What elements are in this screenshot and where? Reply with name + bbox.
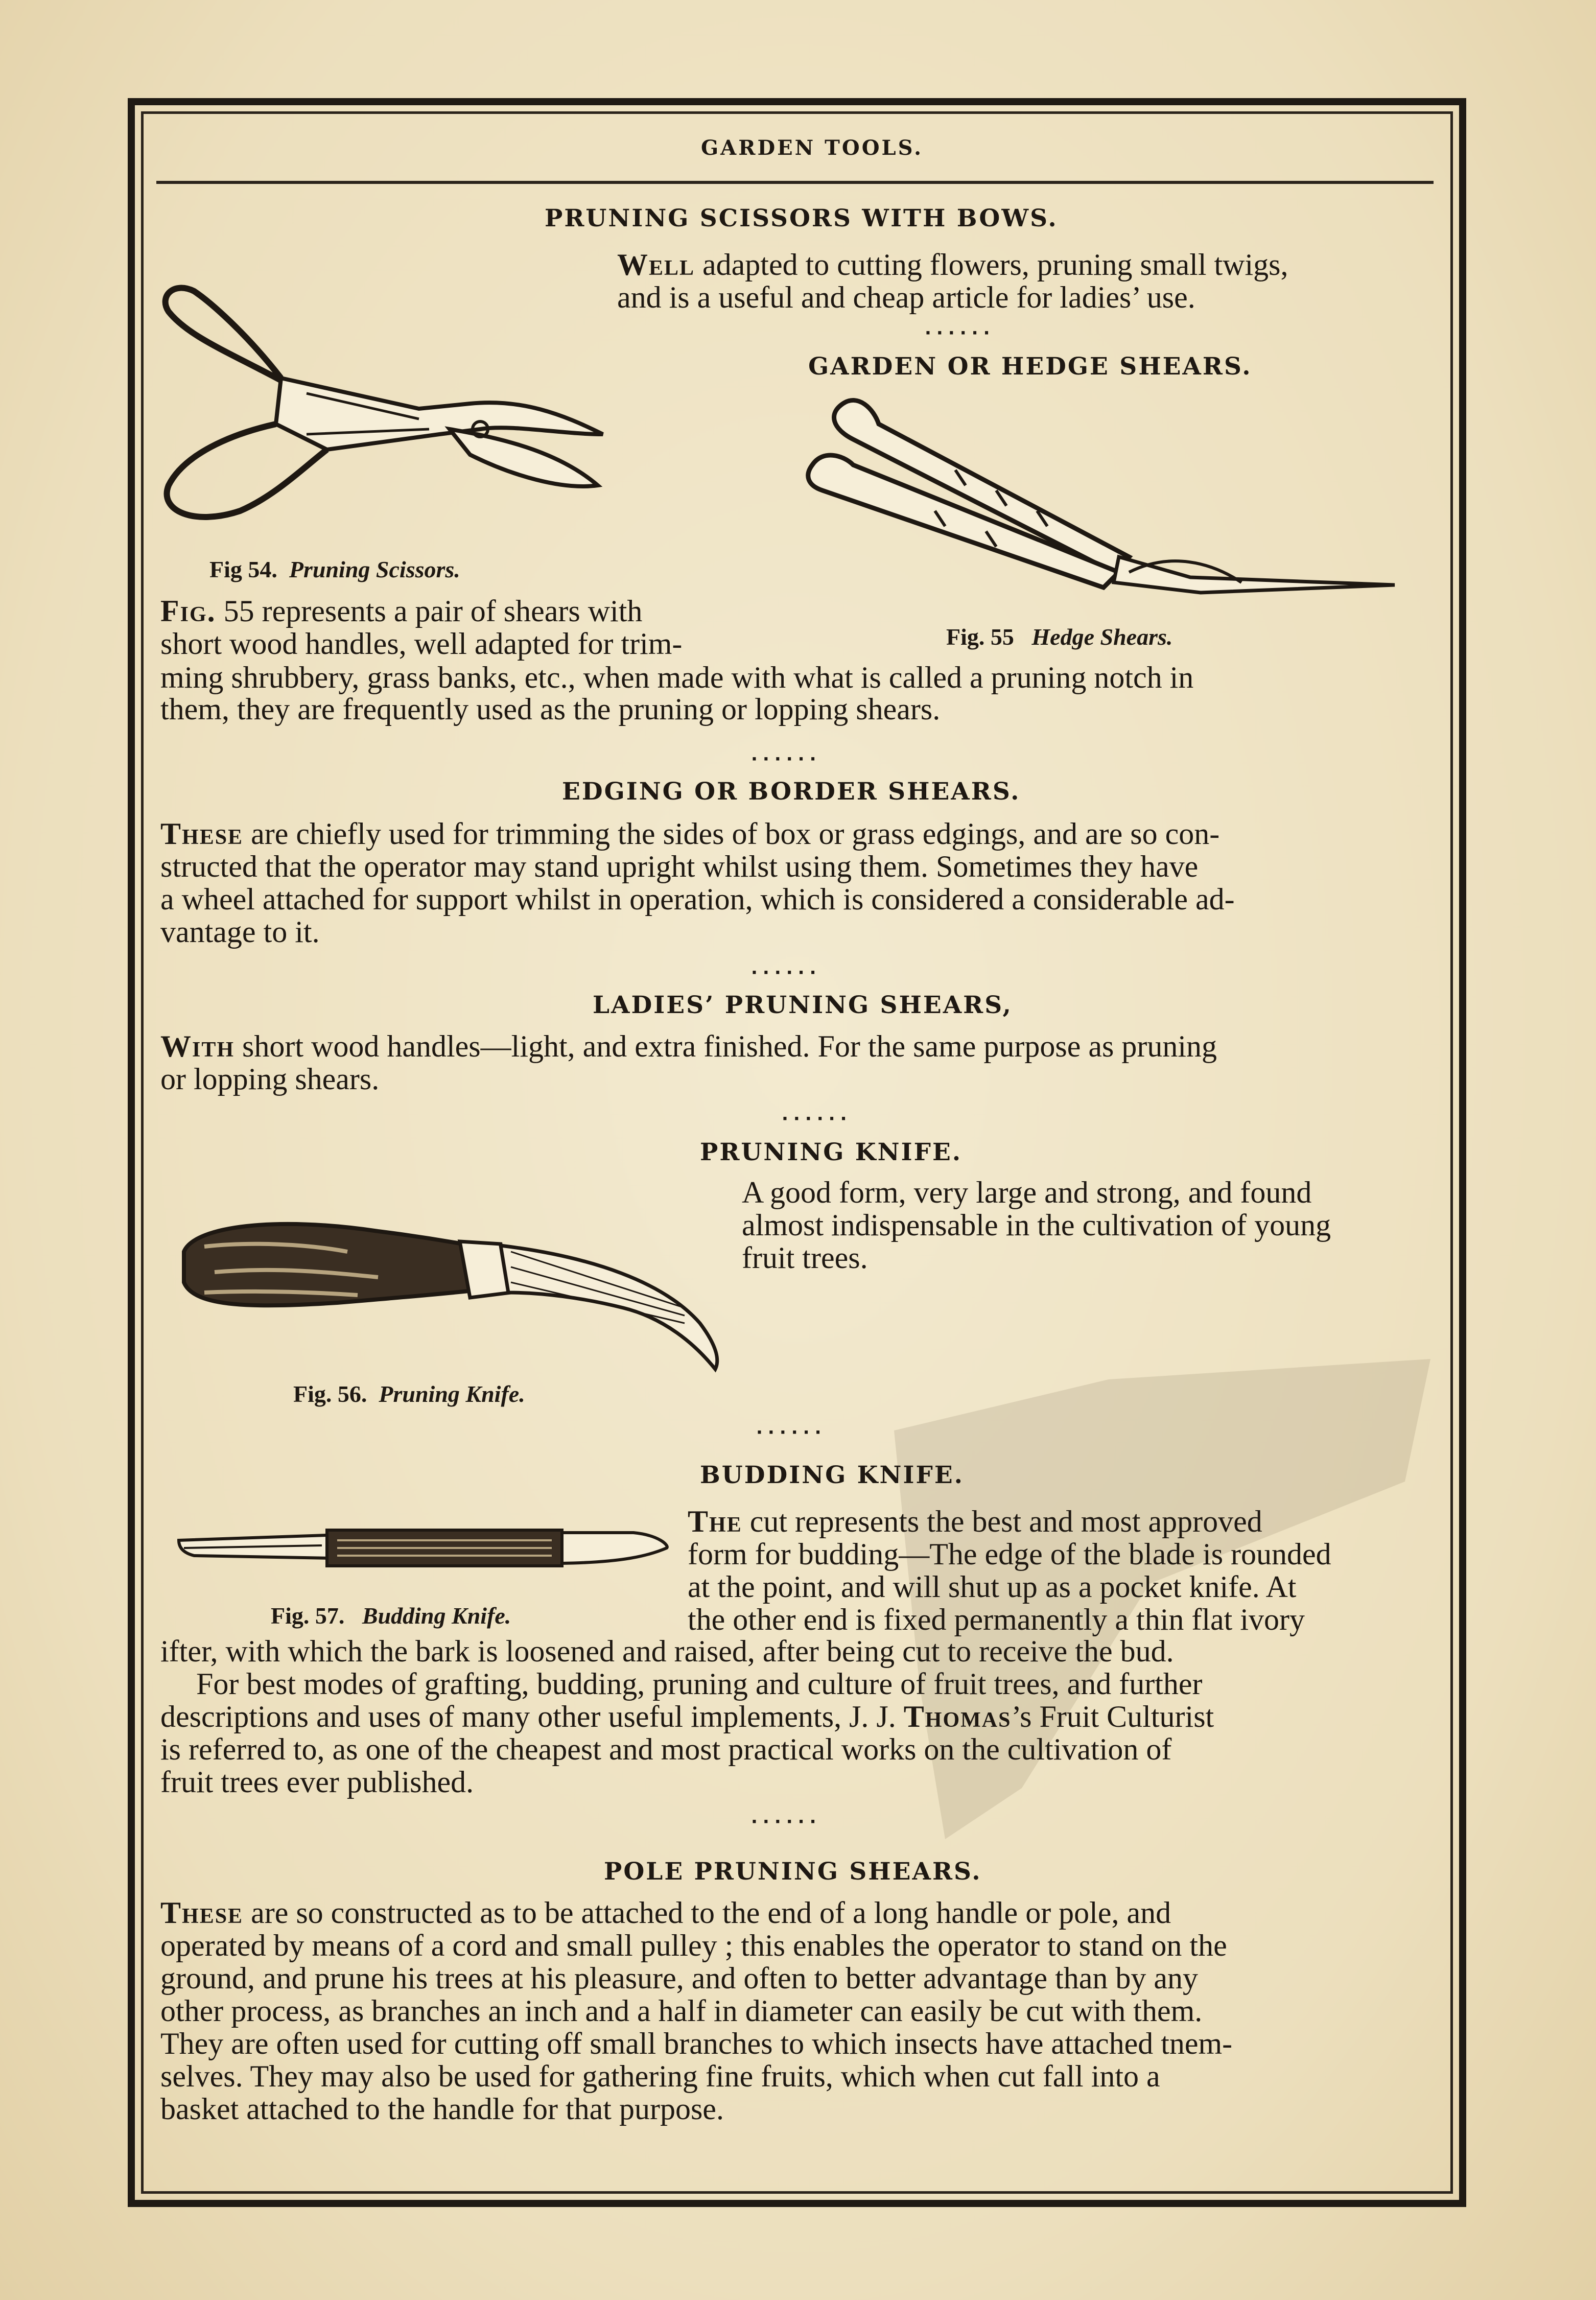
ladies-text-line-1 (160, 1030, 1217, 1063)
pole-text-line-7: basket attached to the handle for that purpose. (160, 2092, 724, 2126)
pruning-scissors-illustration (153, 271, 623, 547)
figure-number: Fig. 57. (271, 1603, 345, 1629)
figure-number: Fig. 55 (946, 624, 1014, 650)
section-separator: ······ (751, 749, 822, 769)
figure-caption-56 (293, 1380, 525, 1407)
header-rule (156, 181, 1434, 184)
pruning-knife-text-line-1: A good form, very large and strong, and found (742, 1176, 1312, 1209)
pruning-knife-text-line-2: almost indispensable in the cultivation of young (742, 1208, 1331, 1242)
author-name: Thomas (903, 1700, 1012, 1733)
budding-text-line-3: at the point, and will shut up as a pocket knife. At (688, 1570, 1297, 1604)
lead-word: These (160, 817, 244, 851)
figure-caption-54 (209, 556, 460, 583)
ladies-text-line-2: or lopping shears. (160, 1062, 380, 1096)
running-header: GARDEN TOOLS. (701, 136, 924, 160)
budding-text-line-5: ifter, with which the bark is loosened and raised, after being cut to receive the bud. (160, 1634, 1174, 1668)
pole-text-line-2: operated by means of a cord and small pulley ; this enables the operator to stand on the (160, 1929, 1227, 1962)
pruning-scissors-text-line-1 (617, 248, 1288, 281)
pole-text-line-6: selves. They may also be used for gathering fine fruits, which when cut fall into a (160, 2059, 1160, 2093)
fig55-text-line-1 (160, 595, 642, 627)
fig55-text-line-3: ming shrubbery, grass banks, etc., when made with what is called a pruning notch in (160, 661, 1194, 694)
edging-text-line-1 (160, 817, 1219, 850)
heading-edging-or-border-shears: EDGING OR BORDER SHEARS. (562, 778, 1021, 806)
figure-description: Pruning Scissors. (289, 556, 460, 582)
heading-pole-pruning-shears: POLE PRUNING SHEARS. (604, 1858, 982, 1886)
edging-text-line-3: a wheel attached for support whilst in operation, which is considered a considerable ad- (160, 882, 1235, 916)
section-separator: ······ (925, 323, 995, 343)
heading-pruning-scissors-with-bows: PRUNING SCISSORS WITH BOWS. (545, 204, 1058, 232)
pruning-scissors-text-line-2: and is a useful and cheap article for ladies’ use. (617, 280, 1195, 314)
section-separator: ······ (756, 1422, 827, 1443)
line-text: descriptions and uses of many other useful implements, J. J. (160, 1700, 896, 1733)
pole-text-line-1 (160, 1896, 1171, 1929)
reference-text-line-2 (160, 1700, 1214, 1733)
lead-word: Well (617, 248, 695, 281)
reference-text-line-1: For best modes of grafting, budding, pruning and culture of fruit trees, and further (196, 1667, 1203, 1701)
section-separator: ······ (782, 1109, 852, 1129)
line-text: 55 represents a pair of shears with (223, 594, 643, 628)
heading-ladies-pruning-shears: LADIES’ PRUNING SHEARS, (593, 991, 1013, 1019)
figure-number: Fig 54. (209, 556, 277, 582)
budding-text-line-1 (688, 1505, 1262, 1538)
heading-pruning-knife: PRUNING KNIFE. (700, 1138, 963, 1166)
pole-text-line-4: other process, as branches an inch and a half in diameter can easily be cut with them. (160, 1994, 1203, 2028)
section-separator: ······ (751, 963, 822, 983)
line-text: are so constructed as to be attached to the end of a long handle or pole, and (251, 1896, 1171, 1930)
lead-word: The (688, 1505, 742, 1538)
line-text: cut represents the best and most approved (749, 1505, 1262, 1538)
pole-text-line-5: They are often used for cutting off small branches to which insects have attached tnem- (160, 2027, 1233, 2060)
figure-description: Pruning Knife. (379, 1381, 525, 1407)
pruning-knife-text-line-3: fruit trees. (742, 1241, 868, 1275)
line-text: adapted to cutting flowers, pruning small twigs, (702, 248, 1288, 281)
fig55-text-line-2: short wood handles, well adapted for trim- (160, 627, 683, 661)
edging-text-line-4: vantage to it. (160, 915, 320, 949)
budding-text-line-4: the other end is fixed permanently a thin flat ivory (688, 1603, 1305, 1636)
line-text: ’s Fruit Culturist (1011, 1700, 1214, 1733)
heading-budding-knife: BUDDING KNIFE. (700, 1461, 965, 1489)
pruning-knife-illustration (174, 1206, 741, 1374)
pole-text-line-3: ground, and prune his trees at his pleasure, and often to better advantage than by any (160, 1961, 1199, 1995)
lead-word: These (160, 1896, 244, 1930)
figure-caption-55 (946, 623, 1172, 650)
hedge-shears-illustration (802, 388, 1415, 613)
lead-word: With (160, 1029, 235, 1063)
figure-description: Hedge Shears. (1031, 624, 1173, 650)
reference-text-line-4: fruit trees ever published. (160, 1765, 474, 1799)
heading-garden-or-hedge-shears: GARDEN OR HEDGE SHEARS. (808, 353, 1252, 381)
reference-text-line-3: is referred to, as one of the cheapest and most practical works on the cultivation of (160, 1732, 1172, 1766)
figure-caption-57 (271, 1602, 511, 1629)
lead-word: Fig. (160, 594, 216, 628)
section-separator: ······ (751, 1812, 822, 1832)
figure-description: Budding Knife. (362, 1603, 511, 1629)
fig55-text-line-4: them, they are frequently used as the pruning or lopping shears. (160, 692, 941, 726)
line-text: are chiefly used for trimming the sides of box or grass edgings, and are so con- (251, 817, 1220, 851)
figure-number: Fig. 56. (293, 1381, 367, 1407)
line-text: short wood handles—light, and extra finished. For the same purpose as pruning (242, 1029, 1217, 1063)
budding-text-line-2: form for budding—The edge of the blade is rounded (688, 1537, 1331, 1571)
budding-knife-illustration (174, 1517, 674, 1579)
edging-text-line-2: structed that the operator may stand upright whilst using them. Sometimes they have (160, 850, 1199, 883)
